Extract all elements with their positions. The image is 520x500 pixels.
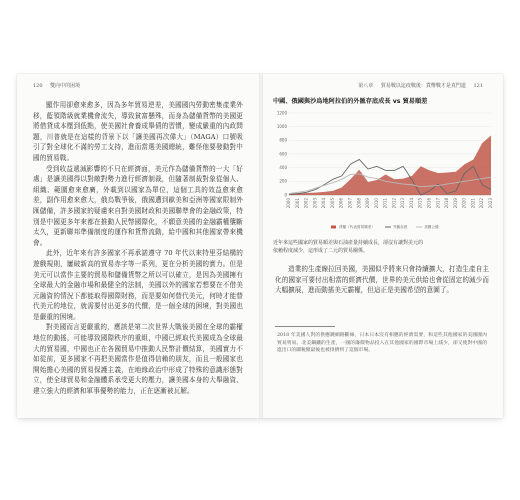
paragraph: 顯作用卻愈來愈多，因為多年貿易逆差，美國國內勞動密集產業外移，藍領階級就業機會流失，導致貧富懸殊，而身為儲備貨幣的美國更將借貸成本壓到低點，使美國社會養成舉債的習慣，變成嚴重的內政問題，川普就是在這樣的背景下以「讓美國再次偉大」（MAGA）口號吸引了對全球化不滿的勞工支持，進而當選美國總統，難怪他要發動對中國的貿易戰。 [33,101,243,162]
paragraph: 對美國而言更嚴重的，應該是第二次世界大戰後美國在全球的霸權地位的動搖，可能導致國際秩序的重組，中國已經取代美國成為全球最大的貿易國，中國也正在各國貿易中推動人民幣計價結算，美國實力不如從前，更多國家不再把美國當作是值得信賴的朋友，而且一般國家也開始擔心美國的貿易保護主義，在地緣政治中形成了特殊的意識形態對立，使全球貿易和金融體系承受更大的壓力，讓美國本身的大舉融資、建立強大的經濟和軍事優勢的能力，正在逐漸被瓦解。 [33,323,243,396]
chart-title: 中國、俄國與沙烏地阿拉伯的外匯存底成長 vs 貿易順差 [273,98,428,105]
y-tick-label: 1200 [276,110,287,116]
x-tick-label: 2009 [365,198,371,209]
x-tick-label: 2020 [461,198,467,209]
series-area-trade-surplus [289,136,491,195]
chart-figure [271,96,495,255]
reserves-trade-chart [271,107,495,235]
x-tick-label: 2004 [321,198,327,209]
y-tick-label: 600 [279,151,287,157]
paragraph: 此外，近年來有許多國家不再承諾遵守 70 年代以來特里芬結構的遊戲規則，屢破新高的貿易赤字等一系列，更在分析美國的實力。但是美元可以當作主要的貿易和儲備貨幣之所以可以確立，是因為美國擁有全球最大的金融市場和最健全的法制，美國以外的國家若想要在不借美元融資的情況下都能取得國際財務，而是要如何替代美元，何時才能替代美元的地位，就需要付出更多的代價，是一個全球的困境，對美國也是嚴重的困境。 [33,249,243,321]
y-tick-label: 0 [284,192,287,198]
x-tick-label: 2003 [312,198,318,209]
x-tick-label: 2006 [338,198,344,209]
y-tick-label: 400 [279,164,287,170]
x-tick-label: 2023 [488,198,493,209]
x-tick-label: 2011 [382,198,388,209]
legend-swatch [331,226,336,229]
x-tick-label: 2018 [444,198,450,209]
x-tick-label: 2014 [408,198,414,209]
legend-label: 淨額（代表貿易順差） [339,225,375,229]
right-body-text [275,264,489,296]
x-tick-label: 2022 [479,198,485,209]
paragraph: 造業的生產線拉回美國，美國似乎將來只會持續擴大，打造生產自主化的國家可要付出相當的經濟代價，世界的美元供給也會從固定的減少而大幅擴展，進而動搖美元霸權，但這正是美國希望的意圖了。 [275,265,489,295]
footnote-divider [275,326,335,327]
y-tick-label: 800 [279,137,287,143]
chapter-label: 第八章 [358,83,374,89]
x-tick-label: 2012 [391,198,397,209]
x-tick-label: 2017 [435,198,441,209]
x-tick-label: 2002 [303,198,309,209]
left-running-head [33,82,86,89]
x-tick-label: 2010 [373,198,379,209]
left-body-text [33,100,243,397]
book-spread [17,74,503,418]
x-tick-label: 2016 [426,198,432,209]
x-tick-label: 2008 [356,198,362,209]
paragraph: 受到收益遞減影響的不只在經濟面，美元作為儲備貨幣的一大「好處」是讓美國得以對敵對勢力進行經濟制裁，但隨著制裁對象從個人、組織、範圍愈來愈廣，外載到以國家為單位，這個工具的效益愈來愈差，副作用愈來愈大，俄烏戰爭後，俄國遭到歐美和亞洲等國家限制外匯儲備，許多國家的疑慮來自對美國財政和美國聯準會的金融政策，特別是中國更多年來都在推動人民幣國際化，不願意美國的金融霸權壟斷太久，更新聯邦準備制度的運作和貨幣流動，給中國和其他國家帶來機會。 [33,164,243,247]
left-page-number: 120 [33,83,43,89]
right-page [263,74,503,418]
legend-label: 美國公債 [424,225,439,229]
chapter-title: 貿易戰以迄疫戰後：貨幣戰才是真門道 [380,83,466,89]
x-tick-label: 2021 [470,198,476,209]
x-tick-label: 2015 [417,198,423,209]
x-tick-label: 2005 [329,198,335,209]
left-page [17,74,259,418]
y-tick-label: 200 [279,178,287,184]
y-tick-label: 1000 [276,123,287,129]
right-page-number: 121 [473,83,483,89]
x-tick-label: 2000 [286,198,291,209]
legend-label: 外匯存底 [393,225,408,229]
footnote: 2018 年美國人對的供應鏈網路斷線，日本日本沒有相應的經濟需要，和這些其他國家的美國國內貿易貿易。北美鋼鐵的生產，一國的廉價物品投入在其他國家的國際市場上減少，卻又使對中國的進出口的關稅額最後也被排擠到了這個市場。 [277,333,487,354]
x-tick-label: 2013 [400,198,406,209]
book-title: 雙向中的困境 [50,83,81,89]
chart-caption: 近年來這些國家的貿易順差與石油產量持續成長，卻沒有讓對美元的依賴程度減少，這形成了二元的貿易關係。 [273,240,424,254]
x-tick-label: 2001 [294,198,300,209]
right-running-head [358,82,489,89]
x-tick-label: 2007 [347,198,353,209]
x-tick-label: 2019 [452,198,458,209]
